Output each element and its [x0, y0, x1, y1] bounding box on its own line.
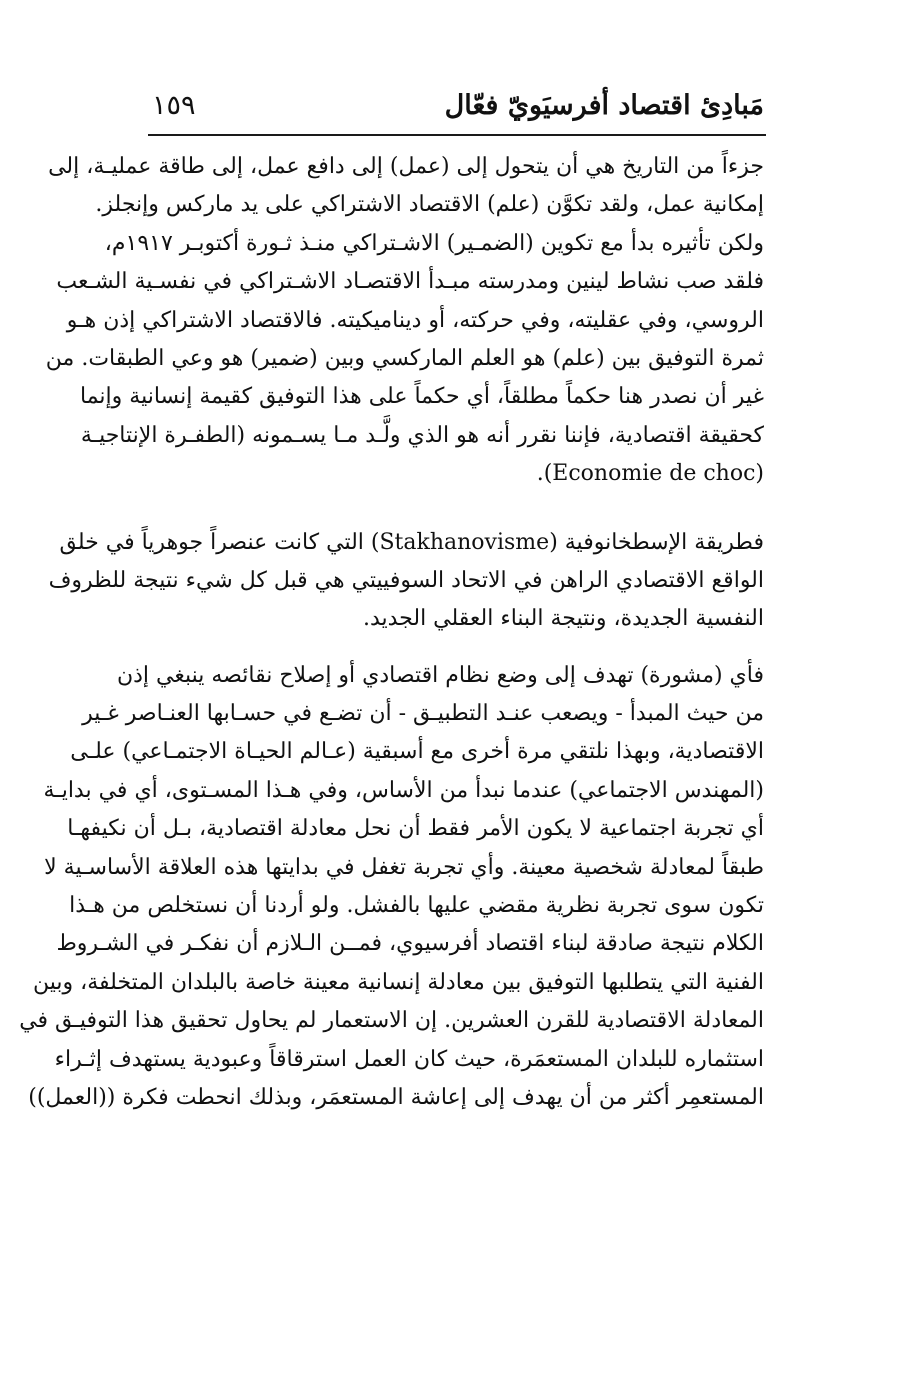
text-line: إمكانية عمل، ولقد تكوَّن (علم) الاقتصاد الاشتراكي على يد ماركس وإنجلز. — [95, 192, 764, 218]
text-line: من حيث المبدأ - ويصعب عنـد التطبيـق - أن تضـع في حسـابها العنـاصر غـير — [82, 701, 764, 727]
text-line: المعادلة الاقتصادية للقرن العشرين. إن الاستعمار لم يحاول تحقيق هذا التوفيـق في — [19, 1008, 764, 1034]
text-line: ولكن تأثيره بدأ مع تكوين (الضمـير) الاشـتراكي منـذ ثـورة أكتوبـر ١٩١٧م، — [104, 230, 764, 256]
text-line: الكلام نتيجة صادقة لبناء اقتصاد أفرسيوي، فمــن الـلازم أن نفكـر في الشـروط — [56, 931, 764, 957]
running-title: مَبادِئ اقتصاد أفرسيَويّ فعّال — [444, 90, 764, 121]
text-line: جزءاً من التاريخ هي أن يتحول إلى (عمل) إلى دافع عمل، إلى طاقة عمليـة، إلى — [48, 154, 764, 179]
text-line: الواقع الاقتصادي الراهن في الاتحاد السوفييتي هي قبل كل شيء نتيجة للظروف — [48, 567, 764, 593]
text-line: النفسية الجديدة، ونتيجة البناء العقلي الجديد. — [362, 606, 764, 632]
text-line: الروسي، وفي عقليته، وفي حركته، أو ديناميكيته. فالاقتصاد الاشتراكي إذن هـو — [66, 307, 764, 333]
text-line: غير أن نصدر هنا حكماً مطلقاً، أي حكماً على هذا التوفيق كقيمة إنسانية وإنما — [80, 384, 764, 410]
body-text — [19, 148, 764, 1117]
paragraph-1 — [45, 148, 764, 494]
text-line: استثماره للبلدان المستعمَرة، حيث كان العمل استرقاقاً وعبودية يستهدف إثـراء — [54, 1046, 764, 1072]
text-line: فطريقة الإسطخانوفية (Stakhanovisme) التي كانت عنصراً جوهرياً في خلق — [59, 529, 764, 555]
text-line: أي تجربة اجتماعية لا يكون الأمر فقط أن نحل معادلة اقتصادية، بـل أن نكيفهـا — [67, 816, 764, 842]
page-header — [152, 88, 764, 128]
paragraph-spacer — [152, 639, 764, 657]
text-line: (Economie de choc). — [536, 461, 764, 487]
header-rule — [148, 134, 766, 136]
text-line: المستعمِر أكثر من أن يهدف إلى إعاشة المستعمَر، وبذلك انحطت فكرة ((العمل)) — [28, 1084, 764, 1110]
text-line: (المهندس الاجتماعي) عندما نبدأ من الأساس، وفي هـذا المسـتوى، أي في بدايـة — [43, 777, 764, 803]
text-line: فلقد صب نشاط لينين ومدرسته مبـدأ الاقتصـاد الاشـتراكي في نفسـية الشـعب — [56, 269, 764, 295]
paragraph-3 — [19, 657, 764, 1118]
text-line: الفنية التي يتطلبها التوفيق بين معادلة إنسانية معينة خاصة بالبلدان المتخلفة، وبين — [33, 969, 764, 995]
text-line: كحقيقة اقتصادية، فإننا نقرر أنه هو الذي ولَّـد مـا يسـمونه (الطفـرة الإنتاجيـة — [80, 422, 764, 448]
text-line: فأي (مشورة) تهدف إلى وضع نظام اقتصادي أو إصلاح نقائصه ينبغي إذن — [116, 662, 764, 688]
paragraph-2 — [48, 524, 764, 639]
paragraph-spacer — [152, 494, 764, 524]
text-line: طبقاً لمعادلة شخصية معينة. وأي تجربة تغفل في بدايتها هذه العلاقة الأساسـية لا — [44, 854, 764, 880]
text-line: الاقتصادية، وبهذا نلتقي مرة أخرى مع أسبقية (عـالم الحيـاة الاجتمـاعي) علـى — [70, 739, 764, 765]
text-line: تكون سوى تجربة نظرية مقضي عليها بالفشل. ولو أردنا أن نستخلص من هـذا — [69, 893, 764, 919]
page-number: ١٥٩ — [152, 90, 196, 121]
text-line: ثمرة التوفيق بين (علم) هو العلم الماركسي وبين (ضمير) هو وعي الطبقات. من — [45, 345, 764, 371]
